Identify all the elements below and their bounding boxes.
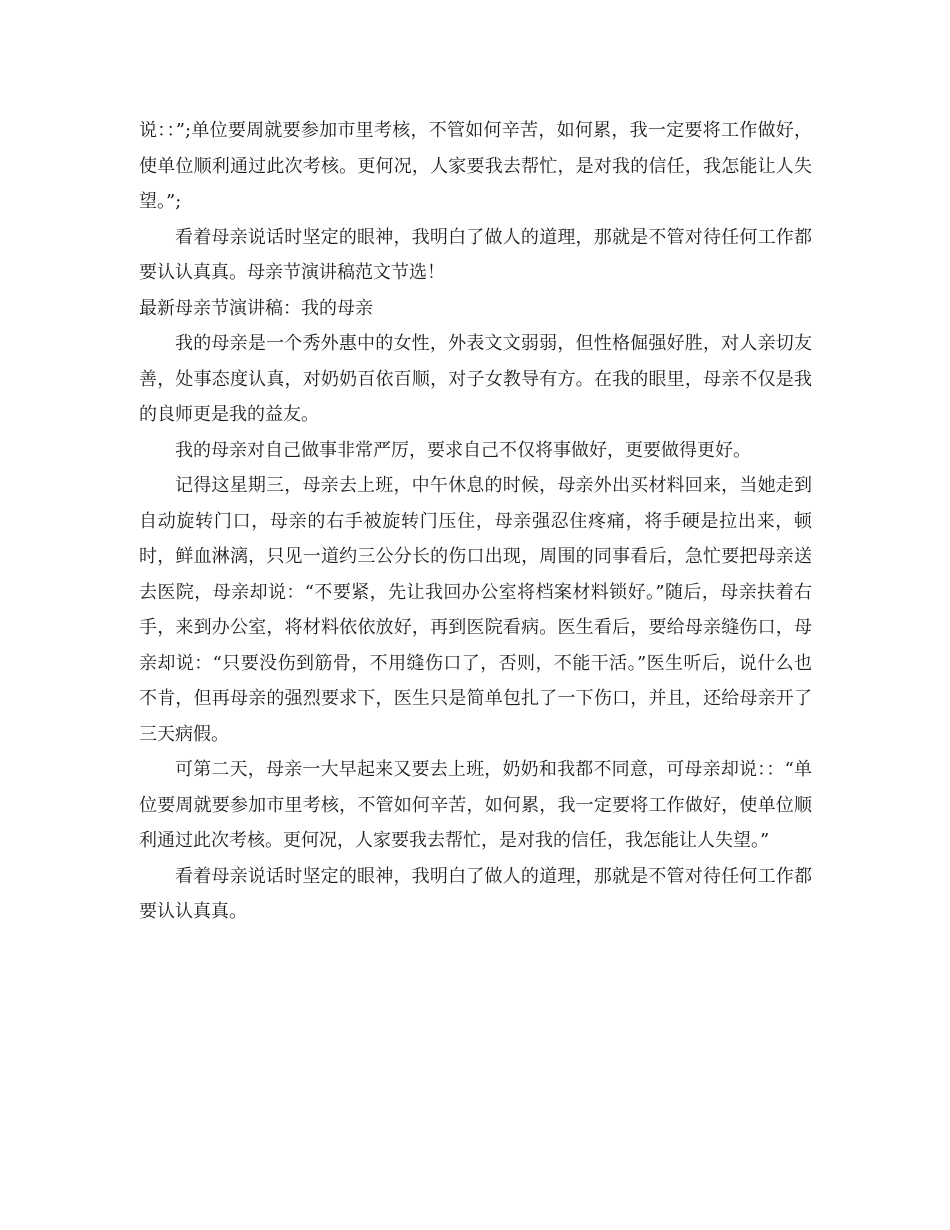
paragraph-injury-story: 记得这星期三，母亲去上班，中午休息的时候，母亲外出买材料回来，当她走到自动旋转门口，母亲的右手被旋转门压住，母亲强忍住疼痛，将手硬是拉出来，顿时，鲜血淋漓，只见一道约三公分长的伤口出现，周围的同事看后，急忙要把母亲送去医院，母亲却说：“不要紧，先让我回办公室将档案材料锁好。”随后，母亲扶着右手，来到办公室，将材料依依放好，再到医院看病。医生看后，要给母亲缝伤口，母亲却说：“只要没伤到筋骨，不用缝伤口了，否则，不能干活。”医生听后，说什么也不肯，但再母亲的强烈要求下，医生只是简单包扎了一下伤口，并且，还给母亲开了三天病假。 <box>139 475 812 745</box>
paragraph-closing-excerpt: 看着母亲说话时坚定的眼神，我明白了做人的道理，那就是不管对待任何工作都要认认真真。母亲节演讲稿范文节选！ <box>139 226 812 283</box>
paragraph-mother-strict: 我的母亲对自己做事非常严厉，要求自己不仅将事做好，更要做得更好。 <box>175 439 751 461</box>
paragraph-conclusion: 看着母亲说话时坚定的眼神，我明白了做人的道理，那就是不管对待任何工作都要认认真真。 <box>139 865 812 922</box>
paragraph-next-day: 可第二天，母亲一大早起来又要去上班，奶奶和我都不同意，可母亲却说：：“单位要周就要参加市里考核，不管如何辛苦，如何累，我一定要将工作做好，使单位顺利通过此次考核。更何况，人家要我去帮忙，是对我的信任，我怎能让人失望。” <box>139 759 812 851</box>
section-heading: 最新母亲节演讲稿：我的母亲 <box>139 297 373 319</box>
paragraph-continuation: 说：：”;单位要周就要参加市里考核，不管如何辛苦，如何累，我一定要将工作做好，使单位顺利通过此次考核。更何况，人家要我去帮忙，是对我的信任，我怎能让人失望。”; <box>139 120 812 212</box>
paragraph-mother-description: 我的母亲是一个秀外惠中的女性，外表文文弱弱，但性格倔强好胜，对人亲切友善，处事态度认真，对奶奶百依百顺，对子女教导有方。在我的眼里，母亲不仅是我的良师更是我的益友。 <box>139 333 812 425</box>
document-body <box>139 113 812 930</box>
